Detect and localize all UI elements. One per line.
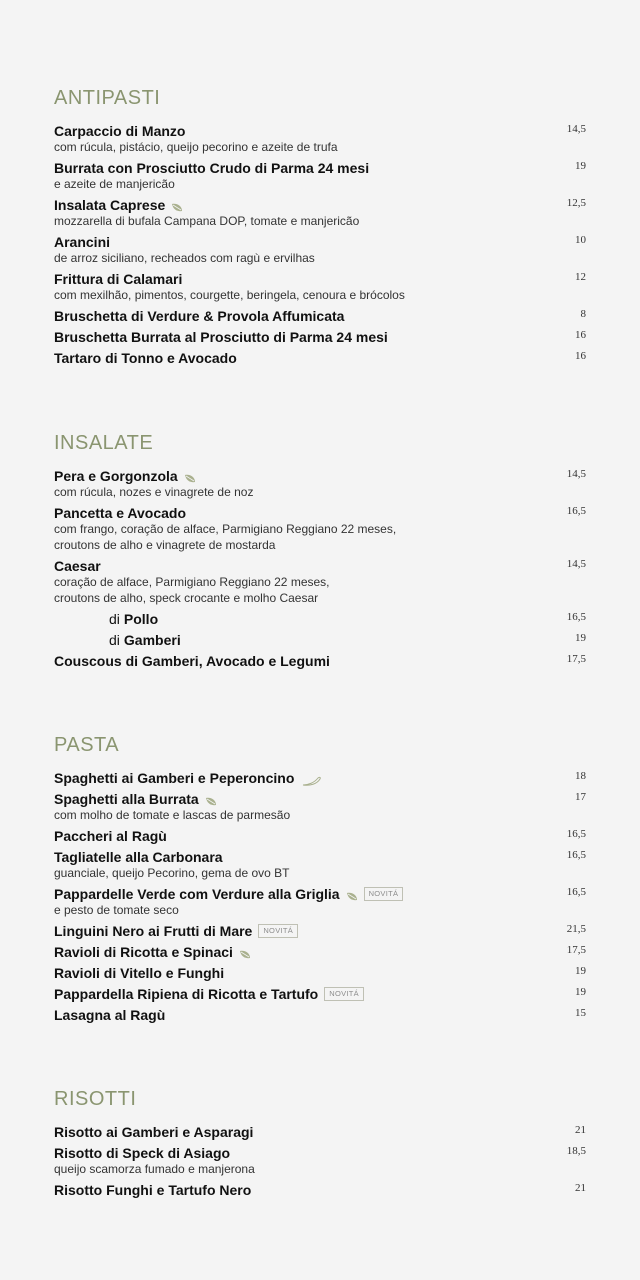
menu-item-row [54,120,586,141]
menu-item-price: 18,5 [566,1145,586,1157]
menu-item-list [54,120,586,368]
section-title: ANTIPASTI [54,87,161,109]
menu-item-description: guanciale, queijo Pecorino, gema de ovo BT [54,866,290,880]
menu-section-risotti [54,1087,586,1200]
menu-item-price: 12 [575,271,586,283]
menu-item [54,157,586,192]
menu-item-price: 10 [575,234,586,246]
menu-item [54,1142,586,1177]
menu-item [54,555,586,606]
menu-item [54,1179,586,1200]
menu-item [54,941,586,962]
menu-item-variant [54,608,586,629]
menu-item-price: 19 [575,632,586,644]
menu-item-row [54,465,586,486]
menu-item-price: 17,5 [566,653,586,665]
menu-item-price: 19 [575,986,586,998]
menu-item-price: 14,5 [566,123,586,135]
menu-item-row [54,650,586,671]
menu-item-price: 12,5 [566,197,586,209]
menu-item [54,120,586,155]
menu-item-name: Burrata con Prosciutto Crudo di Parma 24 mesi [54,159,370,176]
menu-item-name: Spaghetti ai Gamberi e Peperoncino [54,769,295,786]
menu-item-price: 14,5 [566,468,586,480]
menu-item [54,983,586,1004]
menu-item [54,194,586,229]
menu-item-name: Tagliatelle alla Carbonara [54,848,223,865]
menu-item-price: 21,5 [566,923,586,935]
menu-item-row [54,825,586,846]
menu-item [54,650,586,671]
menu-item-row [54,983,586,1004]
menu-item-name: Tartaro di Tonno e Avocado [54,349,237,366]
menu-item-description: e pesto de tomate seco [54,903,179,917]
menu-item-price: 21 [575,1124,586,1136]
menu-item-row [54,846,586,867]
menu-item-row [54,326,586,347]
new-badge: NOVITÁ [258,924,298,938]
menu-item-price: 14,5 [566,558,586,570]
menu-item-description: com frango, coração de alface, Parmigiano Reggiano 22 meses, [54,522,397,536]
menu-item-name: Risotto ai Gamberi e Asparagi [54,1123,254,1140]
menu-item-name: Couscous di Gamberi, Avocado e Legumi [54,652,330,669]
menu-item-row [54,608,586,629]
menu-section-pasta [54,733,586,1025]
menu-item-price: 8 [580,308,586,320]
menu-item-name: Bruschetta Burrata al Prosciutto di Parma 24 mesi [54,328,388,345]
menu-item-price: 16 [575,350,586,362]
menu-item-name: Carpaccio di Manzo [54,122,186,139]
menu-item-name: Gamberi [123,631,181,648]
menu-item-price: 16,5 [566,886,586,898]
menu-item-row [54,194,586,215]
menu-item [54,846,586,881]
menu-item-name: Pollo [123,610,159,627]
menu-item-description-line2: croutons de alho, speck crocante e molho Caesar [54,591,319,605]
menu-item-name: Linguini Nero ai Frutti di Mare [54,922,253,939]
menu-item-name: Pancetta e Avocado [54,504,187,521]
menu-item-description-line2: croutons de alho e vinagrete de mostarda [54,538,276,552]
menu-item [54,920,586,941]
variant-prefix: di [109,631,120,648]
menu-item-name: Spaghetti alla Burrata [54,790,199,807]
menu-item-row [54,941,586,962]
menu-item [54,465,586,500]
menu-item-description: queijo scamorza fumado e manjerona [54,1162,255,1176]
menu-item-description: com rúcula, pistácio, queijo pecorino e azeite de trufa [54,140,338,154]
menu-item [54,231,586,266]
menu-item-price: 19 [575,160,586,172]
menu-item-row [54,920,586,941]
vegetarian-leaf-icon [346,889,358,899]
menu-item-row [54,555,586,576]
menu-item-name: Caesar [54,557,101,574]
menu-item-list [54,1121,586,1200]
vegetarian-leaf-icon [171,200,183,210]
menu-item-name: Insalata Caprese [54,196,166,213]
vegetarian-leaf-icon [239,947,251,957]
menu-item-name: Frittura di Calamari [54,270,183,287]
menu-item-row [54,767,586,788]
menu-item-price: 16,5 [566,505,586,517]
menu-item-name: Lasagna al Ragù [54,1006,166,1023]
menu-item [54,502,586,553]
menu-item-row [54,268,586,289]
menu-item-row [54,1004,586,1025]
menu-item-name: Risotto Funghi e Tartufo Nero [54,1181,252,1198]
new-badge: NOVITÁ [364,887,404,901]
menu-item-description: e azeite de manjericão [54,177,175,191]
menu-section-antipasti [54,86,586,368]
menu-item-row [54,962,586,983]
menu-item-price: 16 [575,329,586,341]
menu-item-name: Risotto di Speck di Asiago [54,1144,231,1161]
menu-item-price: 17,5 [566,944,586,956]
variant-prefix: di [109,610,120,627]
menu-item-row [54,788,586,809]
menu-item-name: Ravioli di Vitello e Funghi [54,964,225,981]
section-title: INSALATE [54,432,154,454]
menu-item-description: coração de alface, Parmigiano Reggiano 22 meses, [54,575,330,589]
menu-item-row [54,1142,586,1163]
menu-item-price: 16,5 [566,849,586,861]
menu-item [54,268,586,303]
menu-item [54,962,586,983]
menu-item-row [54,305,586,326]
menu-item-name: Pappardella Ripiena di Ricotta e Tartufo [54,985,319,1002]
menu-item-description: de arroz siciliano, recheados com ragù e ervilhas [54,251,315,265]
menu-item-price: 15 [575,1007,586,1019]
section-title: RISOTTI [54,1088,137,1110]
chili-pepper-icon [302,773,322,783]
menu-item-row [54,231,586,252]
menu-item [54,788,586,823]
menu-item-list [54,465,586,671]
menu-item [54,883,586,918]
menu-item-price: 16,5 [566,611,586,623]
menu-item-name: Bruschetta di Verdure & Provola Affumicata [54,307,345,324]
menu-item-price: 19 [575,965,586,977]
menu-item-row [54,1121,586,1142]
vegetarian-leaf-icon [184,471,196,481]
menu-item-name: Arancini [54,233,111,250]
menu-item [54,305,586,326]
menu-item [54,1004,586,1025]
menu-item [54,326,586,347]
menu-item-price: 17 [575,791,586,803]
menu-item-row [54,157,586,178]
menu-item-row [54,629,586,650]
section-title: PASTA [54,734,120,756]
menu-item-row [54,347,586,368]
vegetarian-leaf-icon [205,794,217,804]
menu-item-price: 21 [575,1182,586,1194]
menu-item-row [54,1179,586,1200]
menu-item-name: Pera e Gorgonzola [54,467,178,484]
menu-item-name: Pappardelle Verde com Verdure alla Griglia [54,885,340,902]
menu-item [54,825,586,846]
menu-section-insalate [54,431,586,671]
menu-item-list [54,767,586,1025]
menu-item-description: com molho de tomate e lascas de parmesão [54,808,291,822]
menu-item-description: mozzarella di bufala Campana DOP, tomate e manjericão [54,214,360,228]
menu-item-variant [54,629,586,650]
menu-item [54,767,586,788]
menu-item-row [54,502,586,523]
menu-item-description: com rúcula, nozes e vinagrete de noz [54,485,254,499]
menu-item-name: Ravioli di Ricotta e Spinaci [54,943,233,960]
menu-item-price: 18 [575,770,586,782]
menu-item-row [54,883,586,904]
menu-item-price: 16,5 [566,828,586,840]
menu-item [54,1121,586,1142]
menu-item-name: Paccheri al Ragù [54,827,167,844]
menu-item [54,347,586,368]
new-badge: NOVITÁ [324,987,364,1001]
menu-item-description: com mexilhão, pimentos, courgette, beringela, cenoura e brócolos [54,288,405,302]
